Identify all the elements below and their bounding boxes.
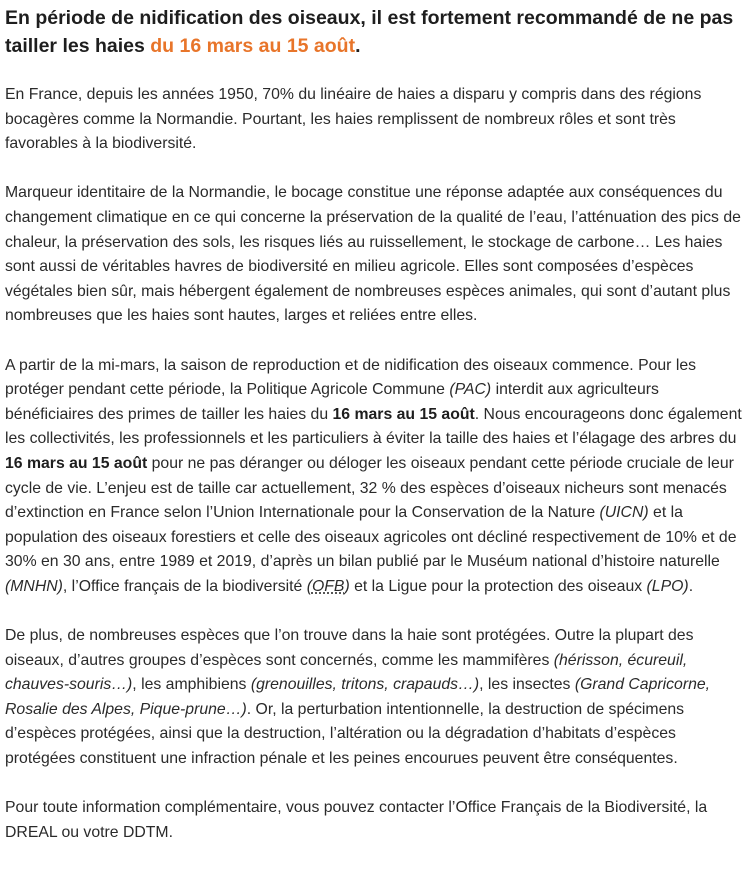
text-segment: A partir de la mi-mars, la saison de reproduction et de nidification des oiseaux commence. Pour les protéger pendant cette période, la Politique Agricole Commune: [5, 356, 697, 399]
paragraph-hedge-loss: En France, depuis les années 1950, 70% du linéaire de haies a disparu y compris dans des régions bocagères comme la Normandie. Pourtant, les haies remplissent de nombreux rôles et sont très favorables à la biodiversité.: [5, 86, 702, 153]
text-segment: pour ne pas déranger ou déloger les oiseaux pendant cette période cruciale de leur cycle de vie. L’enjeu est de taille car actuellement, 32 % des espèces d’oiseaux nicheurs sont menacés d’extinction en France selon l’Union Internationale pour la Conservation de la Nature: [5, 454, 734, 522]
examples-amphibians: (grenouilles, tritons, crapauds…): [250, 676, 480, 694]
text-segment: . Or, la perturbation intentionnelle, la destruction de spécimens d’espèces protégées, ainsi que la destruction, l’altération ou la dégradation d’habitats d’espèces protégées constituent une infraction pénale et les peines encourues peuvent être conséquentes.: [5, 700, 685, 768]
paragraph-nesting: [5, 354, 744, 600]
dates-bold: 16 mars au 15 août: [5, 454, 148, 472]
text-segment: .: [688, 577, 694, 595]
examples-mammals: (hérisson, écureuil, chauves-souris…): [5, 651, 688, 694]
paragraph-contact: Pour toute information complémentaire, vous pouvez contacter l’Office Français de la Biodiversité, la DREAL ou votre DDTM.: [5, 799, 708, 841]
text-segment: . Nous encourageons donc également les collectivités, les professionnels et les particuliers à éviter la taille des haies et l’élagage des arbres du: [5, 405, 742, 448]
headline-accent-dates: du 16 mars au 15 août: [150, 35, 356, 57]
dates-bold: 16 mars au 15 août: [332, 405, 475, 423]
text-segment: De plus, de nombreuses espèces que l’on trouve dans la haie sont protégées. Outre la plupart des oiseaux, d’autres groupes d’espèces sont concernés, comme les mammifères: [5, 627, 694, 669]
examples-insects: (Grand Capricorne, Rosalie des Alpes, Pique-prune…): [5, 676, 711, 718]
text-segment: , l’Office français de la biodiversité: [62, 577, 307, 595]
text-segment: , les amphibiens: [132, 676, 251, 694]
text-segment: interdit aux agriculteurs bénéficiaires des primes de tailler les haies du: [5, 381, 659, 423]
abbr-lpo: (LPO): [646, 577, 689, 595]
abbr-uicn: (UICN): [599, 504, 649, 522]
page-title: [5, 0, 744, 60]
abbr-pac: (PAC): [449, 381, 492, 399]
text-segment: , les insectes: [479, 676, 575, 694]
abbr-mnhn: (MNHN): [5, 577, 63, 595]
headline-text: En période de nidification des oiseaux, il est fortement recommandé de ne pas tailler les haies: [5, 7, 734, 57]
headline-end: .: [355, 35, 361, 57]
abbr-ofb-close: ): [344, 577, 350, 595]
text-segment: et la population des oiseaux forestiers et celle des oiseaux agricoles ont décliné respectivement de 10% et de 30% en 30 ans, entre 1989 et 2019, d’après un bilan publié par le Muséum national d’histoire naturelle: [5, 504, 737, 571]
abbr-ofb-open: (: [306, 577, 312, 595]
paragraph-protected-species: [5, 624, 744, 772]
paragraph-bocage: Marqueur identitaire de la Normandie, le bocage constitue une réponse adaptée aux conséquences du changement climatique en ce qui concerne la préservation de la qualité de l’eau, l’atténuation des pics de chaleur, la préservation des sols, les risques liés au ruissellement, le stockage de carbone… Les haies sont aussi de véritables havres de biodiversité en milieu agricole. Elles sont composées d’espèces végétales bien sûr, mais hébergent également de nombreuses espèces animales, qui sont d’autant plus nombreuses que les haies sont hautes, larges et reliées entre elles.: [5, 184, 741, 325]
text-segment: et la Ligue pour la protection des oiseaux: [349, 577, 647, 595]
abbr-ofb: OFB: [311, 577, 345, 595]
